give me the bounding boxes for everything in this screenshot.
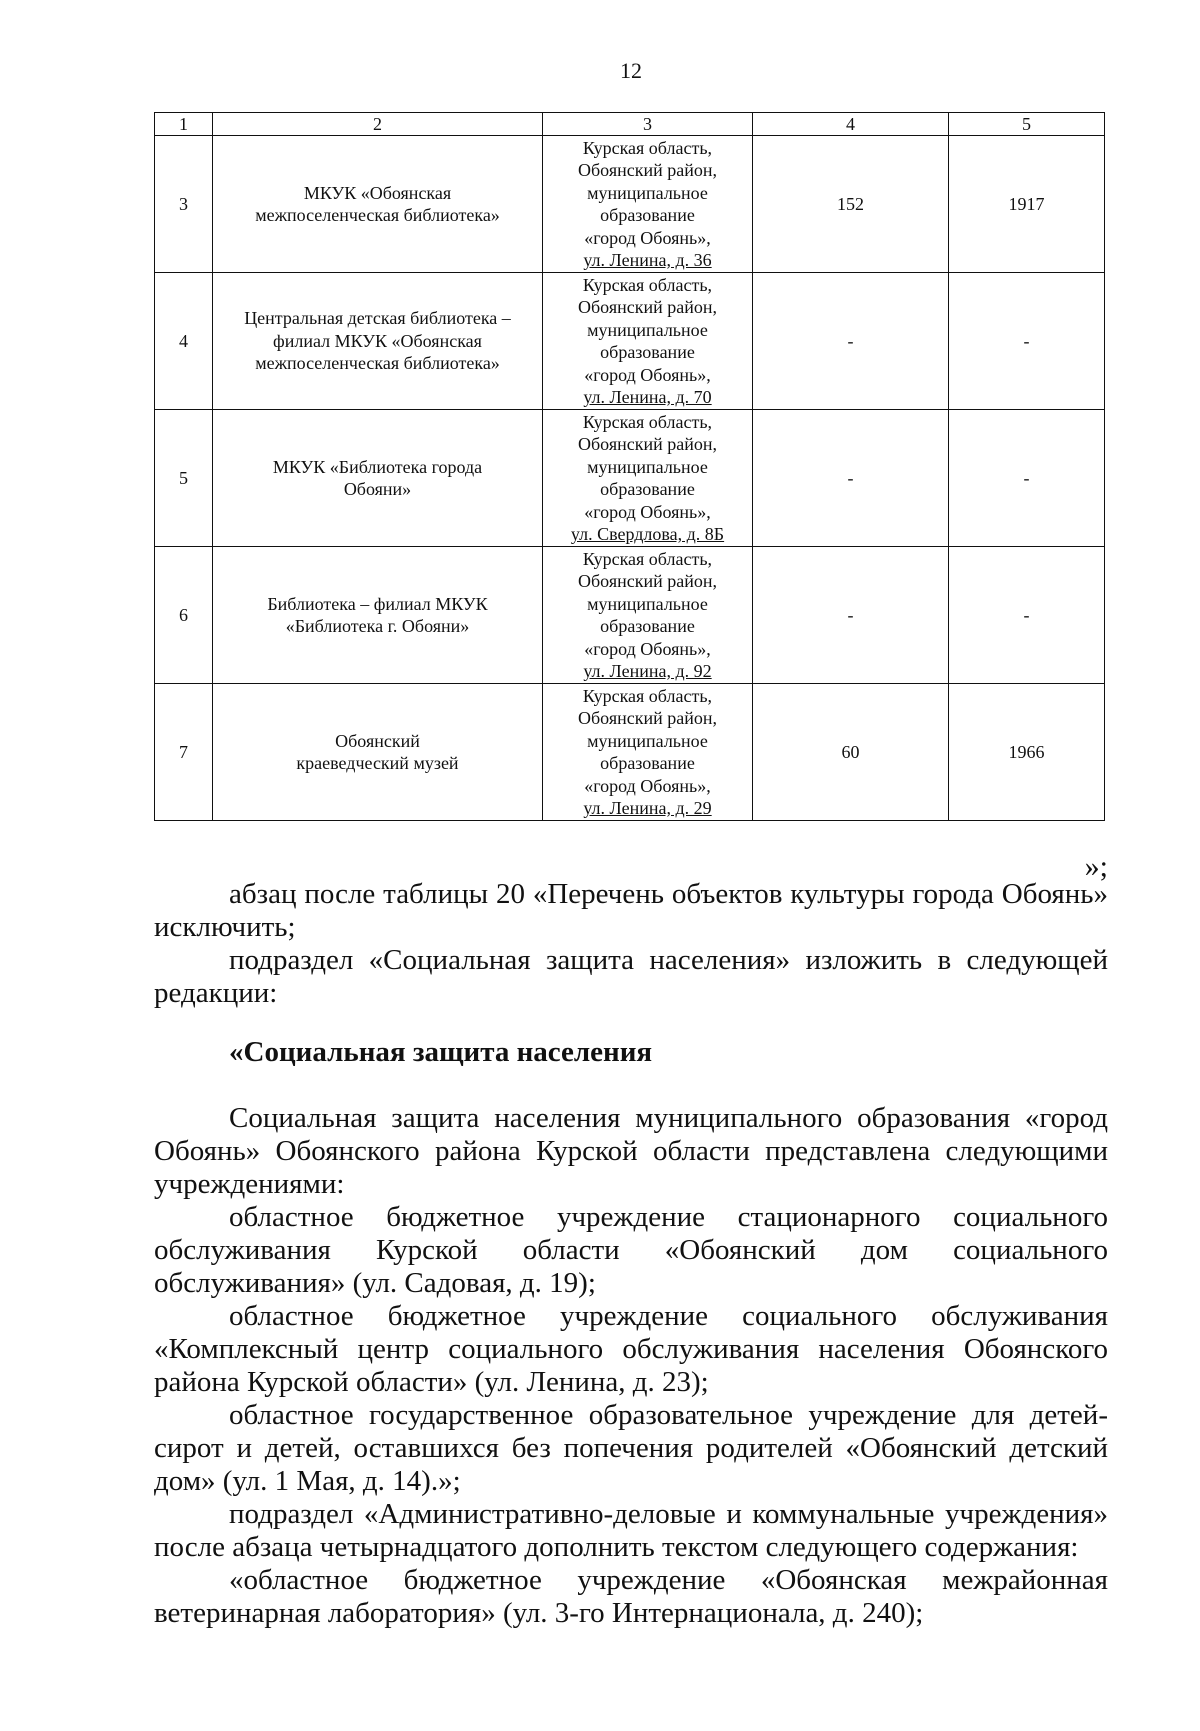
institution-name-line: Центральная детская библиотека – — [244, 308, 511, 329]
paragraph: абзац после таблицы 20 «Перечень объектов культуры города Обоянь» исключить; — [154, 878, 1108, 943]
institution-name-line: «Библиотека г. Обояни» — [285, 616, 470, 636]
address-line: ул. Свердлова, д. 8Б — [570, 524, 725, 544]
column-4-value-cell: 60 — [753, 684, 949, 821]
address-line: «город Обоянь», — [584, 364, 711, 385]
section-heading: «Социальная защита населения — [229, 1036, 653, 1068]
address-line: муниципальное — [587, 730, 708, 751]
address-line: «город Обоянь», — [584, 775, 711, 796]
institution-name-line: Обояни» — [343, 479, 412, 499]
institution-name-line: МКУК «Обоянская — [303, 182, 452, 203]
address-line: муниципальное — [587, 182, 708, 203]
address-line: муниципальное — [587, 319, 708, 340]
address-cell — [543, 273, 753, 410]
paragraph: областное бюджетное учреждение стационарного социального обслуживания Курской области «Обоянский дом социального обслуживания» (ул. Садовая, д. 19); — [154, 1201, 1108, 1299]
address-line: образование — [600, 342, 695, 362]
table-row — [155, 410, 1105, 547]
address-line: образование — [600, 616, 695, 636]
address-line: «город Обоянь», — [584, 227, 711, 248]
row-number-cell: 6 — [155, 547, 213, 684]
row-number-cell: 7 — [155, 684, 213, 821]
column-header: 2 — [213, 113, 543, 136]
institution-name-cell — [213, 547, 543, 684]
column-4-value-cell: - — [753, 273, 949, 410]
address-line: образование — [600, 753, 695, 773]
address-cell — [543, 410, 753, 547]
address-line: «город Обоянь», — [584, 501, 711, 522]
paragraph: подраздел «Административно-деловые и коммунальные учреждения» после абзаца четырнадцатого дополнить текстом следующего содержания: — [154, 1498, 1108, 1563]
institution-name-line: филиал МКУК «Обоянская — [273, 330, 482, 351]
address-line: Обоянский район, — [578, 708, 717, 728]
address-cell — [543, 684, 753, 821]
column-5-value-cell: 1966 — [949, 684, 1105, 821]
address-line: Обоянский район, — [578, 434, 717, 454]
column-4-value-cell: 152 — [753, 136, 949, 273]
address-line: Курская область, — [582, 274, 713, 295]
table-row — [155, 547, 1105, 684]
institution-name-line: межпоселенческая библиотека» — [255, 353, 500, 374]
address-line: ул. Ленина, д. 36 — [583, 250, 712, 270]
institution-name-cell — [213, 410, 543, 547]
address-line: Курская область, — [582, 548, 713, 569]
institution-name-cell — [213, 136, 543, 273]
institution-name-cell — [213, 684, 543, 821]
institution-name-line: МКУК «Библиотека города — [272, 456, 483, 477]
column-header: 4 — [753, 113, 949, 136]
column-header: 5 — [949, 113, 1105, 136]
column-header: 3 — [543, 113, 753, 136]
address-line: муниципальное — [587, 456, 708, 477]
address-line: ул. Ленина, д. 92 — [583, 661, 712, 681]
column-header: 1 — [155, 113, 213, 136]
address-line: ул. Ленина, д. 70 — [583, 387, 712, 407]
address-line: ул. Ленина, д. 29 — [583, 798, 712, 818]
table-header-row — [155, 113, 1105, 136]
row-number-cell: 5 — [155, 410, 213, 547]
row-number-cell: 4 — [155, 273, 213, 410]
table-body — [155, 136, 1105, 821]
paragraph: областное бюджетное учреждение социального обслуживания «Комплексный центр социального обслуживания населения Обоянского района Курской области» (ул. Ленина, д. 23); — [154, 1300, 1108, 1398]
page-number: 12 — [620, 58, 642, 83]
address-line: Курская область, — [582, 685, 713, 706]
address-line: Обоянский район, — [578, 571, 717, 591]
column-4-value-cell: - — [753, 547, 949, 684]
table-row — [155, 136, 1105, 273]
address-line: муниципальное — [587, 593, 708, 614]
institution-name-line: Библиотека – филиал МКУК — [267, 593, 488, 614]
body-text-before-heading — [154, 878, 1108, 1010]
body-text-after-heading — [154, 1102, 1108, 1630]
address-line: образование — [600, 479, 695, 499]
address-line: образование — [600, 205, 695, 225]
institution-name-line: межпоселенческая библиотека» — [255, 205, 500, 225]
address-line: «город Обоянь», — [584, 638, 711, 659]
column-5-value-cell: - — [949, 410, 1105, 547]
address-line: Обоянский район, — [578, 297, 717, 317]
paragraph: областное государственное образовательное учреждение для детей-сирот и детей, оставшихся без попечения родителей «Обоянский детский дом» (ул. 1 Мая, д. 14).»; — [154, 1399, 1108, 1497]
paragraph: подраздел «Социальная защита населения» изложить в следующей редакции: — [154, 944, 1108, 1009]
row-number-cell: 3 — [155, 136, 213, 273]
table-row — [155, 684, 1105, 821]
institution-name-cell — [213, 273, 543, 410]
closing-quote-mark: »; — [1084, 850, 1108, 883]
address-cell — [543, 547, 753, 684]
institution-name-line: краеведческий музей — [296, 753, 459, 773]
institution-name-line: Обоянский — [335, 730, 420, 751]
column-4-value-cell: - — [753, 410, 949, 547]
paragraph: «областное бюджетное учреждение «Обоянская межрайонная ветеринарная лаборатория» (ул. 3-го Интернационала, д. 240); — [154, 1564, 1108, 1629]
address-line: Курская область, — [582, 137, 713, 158]
address-line: Обоянский район, — [578, 160, 717, 180]
column-5-value-cell: 1917 — [949, 136, 1105, 273]
column-5-value-cell: - — [949, 273, 1105, 410]
culture-objects-table — [154, 112, 1105, 821]
column-5-value-cell: - — [949, 547, 1105, 684]
address-line: Курская область, — [582, 411, 713, 432]
paragraph: Социальная защита населения муниципального образования «город Обоянь» Обоянского района Курской области представлена следующими учреждениями: — [154, 1102, 1108, 1200]
table-row — [155, 273, 1105, 410]
address-cell — [543, 136, 753, 273]
